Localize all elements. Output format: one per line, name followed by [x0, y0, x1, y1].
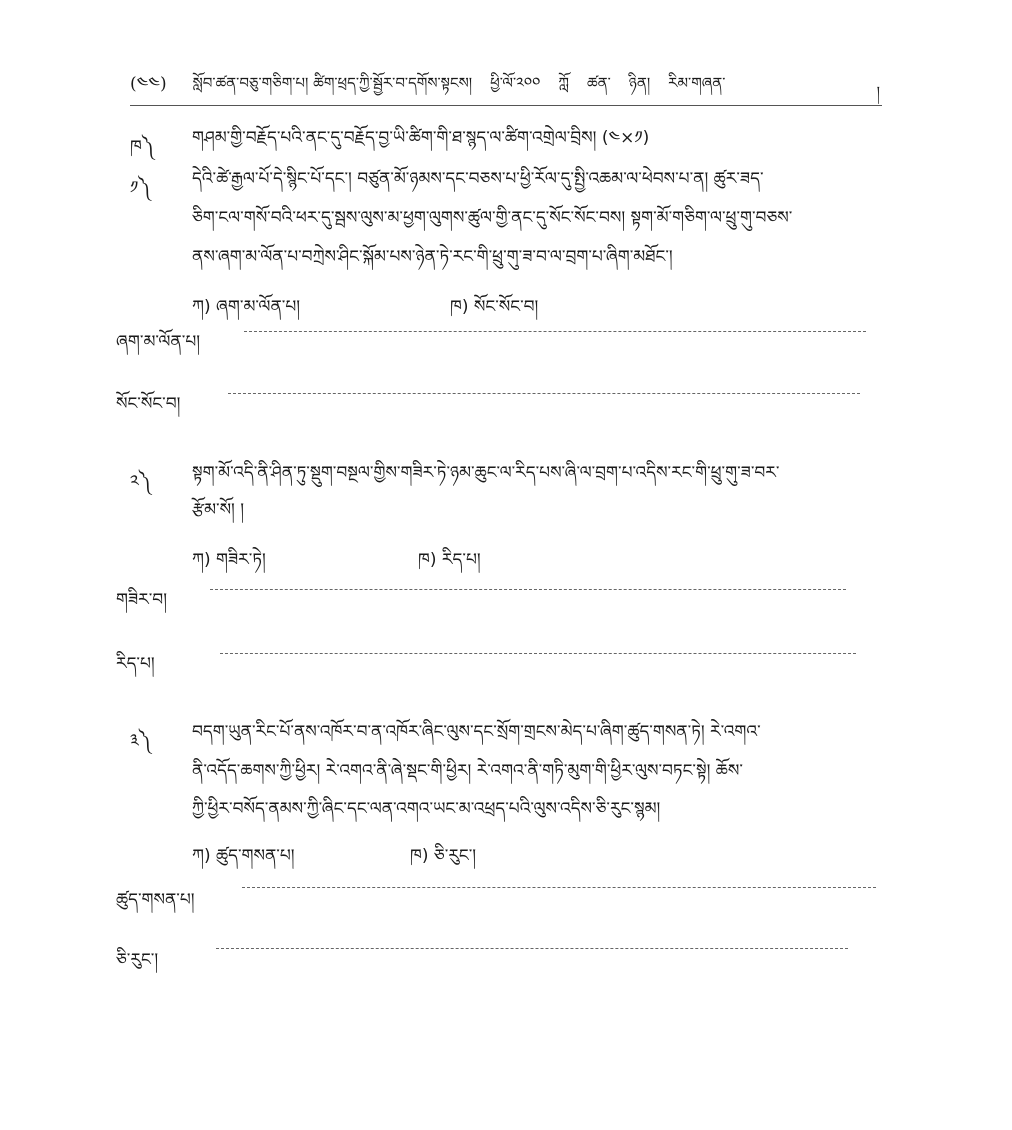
header-field-1: ཀློ	[558, 74, 569, 92]
question-text-line: བདག་ཡུན་རིང་པོ་ནས་འཁོར་བ་ན་འཁོར་ཞིང་ལུས་དང་སྲོག་གྲངས་མེད་པ་ཞིག་ཚུད་གསན་ཏེ། རེ་འགའ་	[192, 722, 761, 742]
answer-label: ཞག་མ་ལོན་པ།	[116, 332, 201, 352]
question-number: ༢༽	[130, 472, 151, 492]
answer-label: གཟིར་བ།	[116, 590, 167, 610]
option-b: ཁ) ཅི་རུང་།	[410, 846, 477, 866]
answer-blank[interactable]	[242, 887, 876, 888]
question-number: ༣༽	[130, 731, 151, 751]
header-field-3: ཉིན།	[628, 74, 651, 92]
option-b: ཁ) རིད་པ།	[418, 550, 481, 570]
question-text-line: སྟག་མོ་འདི་ནི་ཤིན་ཏུ་སྡུག་བསྔལ་གྱིས་གཟིར་ཏེ་ཉམ་ཆུང་ལ་རིད་པས་ཞི་ལ་བྲག་པ་འདིས་རང་གི་ཕྲུ་གུ་ཟ་བར་	[192, 463, 780, 483]
page-header	[130, 74, 880, 102]
section-title: གཤམ་གྱི་བརྗོད་པའི་ནང་དུ་བརྗོད་བྱ་ཡི་ཚིག་གི་ཐ་སྙད་ལ་ཚིག་འགྲེལ་བྲིས། (༤×༡)	[192, 128, 650, 148]
answer-label: ཅི་རུང་།	[116, 950, 159, 970]
question-text-line: རྩོམ་སོ། །	[192, 500, 245, 520]
header-field-4: རིམ་གཞན་	[668, 74, 726, 92]
answer-blank[interactable]	[216, 948, 848, 949]
answer-label: ཚུད་གསན་པ།	[116, 890, 195, 910]
section-label: ཁ༽	[130, 137, 155, 157]
header-field-2: ཚན་	[586, 74, 611, 92]
option-a: ཀ) ཚུད་གསན་པ།	[192, 846, 295, 866]
option-b: ཁ) སོང་སོང་བ།	[450, 297, 539, 317]
grade-label: ཕྱི་ལོ་༢༠༠	[490, 74, 541, 92]
answer-blank[interactable]	[210, 589, 846, 590]
question-text-line: ནི་འདོད་ཆགས་ཀྱི་ཕྱིར། རེ་འགའ་ནི་ཞེ་སྡང་གི་ཕྱིར། རེ་འགའ་ནི་གཏི་མུག་གི་ཕྱིར་ལུས་བཏང་སྟེ། ཆོས་	[192, 761, 743, 781]
question-text-line: ཀྱི་ཕྱིར་བསོད་ནམས་ཀྱི་ཞིང་དང་ལན་འགའ་ཡང་མ་འཕྲད་པའི་ལུས་འདིས་ཅི་རུང་སྙམ།	[192, 799, 661, 819]
question-number: ༡༽	[130, 178, 151, 198]
question-text-line: དེའི་ཚེ་རྒྱལ་པོ་དེ་སྙིང་པོ་དང་། བཙུན་མོ་ཉམས་དང་བཅས་པ་ཕྱི་རོལ་དུ་སྤྱི་འཆམ་ལ་ཕེབས་པ་ན། ཚུར་ཟད་	[192, 169, 764, 189]
answer-blank[interactable]	[228, 393, 860, 394]
question-text-line: ཅིག་ངལ་གསོ་བའི་ཕར་དུ་སྦས་ལུས་མ་ཕྱག་ལུགས་ཚུལ་གྱི་ནང་དུ་སོང་སོང་བས། སྟག་མོ་གཅིག་ལ་ཕྲུ་གུ་བཅས་	[192, 208, 793, 228]
answer-blank[interactable]	[244, 331, 866, 332]
answer-label: རིད་པ།	[116, 654, 155, 674]
answer-label: སོང་སོང་བ།	[116, 394, 181, 414]
option-a: ཀ) ཞག་མ་ལོན་པ།	[192, 297, 301, 317]
answer-blank[interactable]	[220, 653, 856, 654]
option-a: ཀ) གཟིར་ཏེ།	[192, 550, 266, 570]
header-end-mark: །	[876, 83, 880, 101]
book-title: སློབ་ཚན་བཅུ་གཅིག་པ། ཚིག་ཕྲད་ཀྱི་སྦྱོར་བ་དགོས་སྟངས།	[192, 74, 473, 92]
header-divider	[130, 105, 882, 106]
question-text-line: ནས་ཞག་མ་ལོན་པ་བཀྲེས་ཤིང་སྐོམ་པས་ཉེན་ཏེ་རང་གི་ཕྲུ་གུ་ཟ་བ་ལ་བྲག་པ་ཞིག་མཐོང་།	[192, 247, 673, 267]
page-number: (༤༤)	[130, 74, 167, 94]
